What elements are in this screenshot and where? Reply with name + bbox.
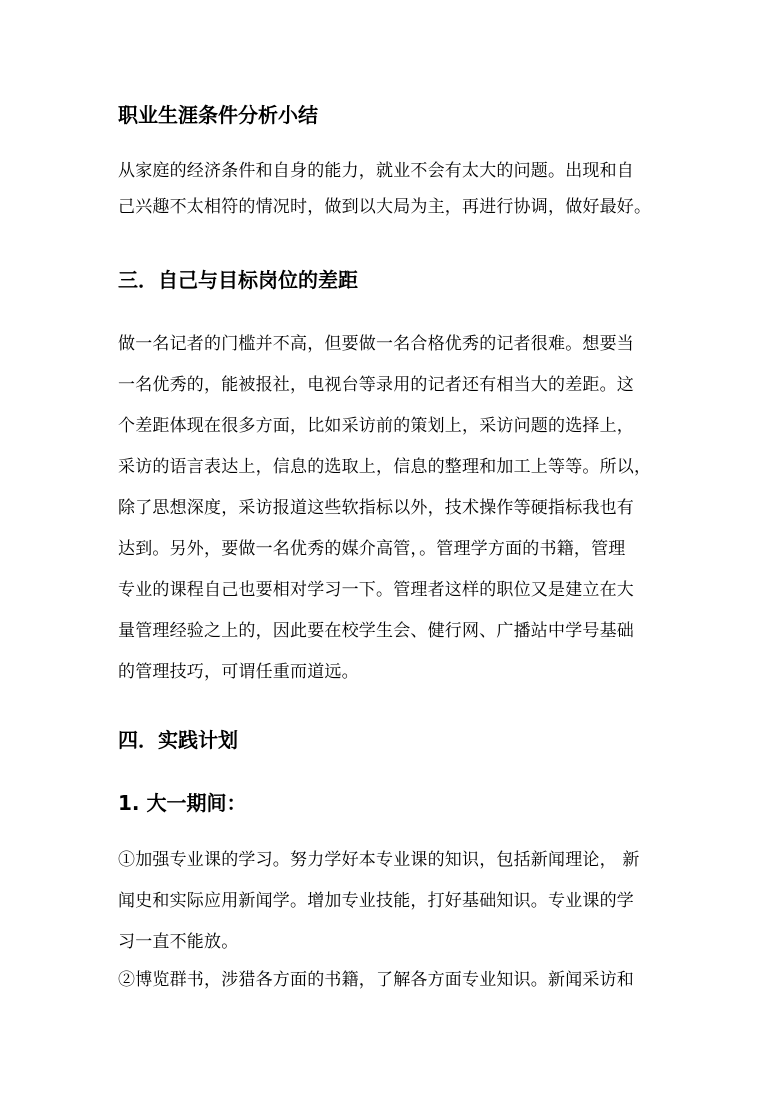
summary-paragraph bbox=[118, 153, 663, 225]
section-three-paragraph bbox=[118, 324, 663, 693]
paragraph-line: 除了思想深度，采访报道这些软指标以外，技术操作等硬指标我也有 bbox=[118, 498, 634, 518]
paragraph-line: 闻史和实际应用新闻学。增加专业技能，打好基础知识。专业课的学 bbox=[118, 891, 634, 911]
paragraph-line: ②博览群书，涉猎各方面的书籍，了解各方面专业知识。新闻采访和 bbox=[118, 970, 634, 990]
summary-heading: 职业生涯条件分析小结 bbox=[118, 103, 318, 127]
paragraph-line: 的管理技巧，可谓任重而道远。 bbox=[118, 662, 359, 682]
plan-item-2 bbox=[118, 962, 663, 998]
paragraph-line: 量管理经验之上的，因此要在校学生会、健行网、广播站中学号基础 bbox=[118, 621, 634, 641]
paragraph-line: 专业的课程自己也要相对学习一下。管理者这样的职位又是建立在大 bbox=[118, 580, 634, 600]
paragraph-line: 习一直不能放。 bbox=[118, 932, 239, 952]
section-four-heading: 四．实践计划 bbox=[118, 728, 238, 752]
paragraph-line: 个差距体现在很多方面，比如采访前的策划上，采访问题的选择上， bbox=[118, 416, 634, 436]
paragraph-line: 达到。另外，要做一名优秀的媒介高管，。管理学方面的书籍，管理 bbox=[118, 539, 626, 559]
section-three-heading: 三．自己与目标岗位的差距 bbox=[118, 268, 358, 292]
paragraph-line: 从家庭的经济条件和自身的能力，就业不会有太大的问题。出现和自 bbox=[118, 161, 634, 181]
subsection-1-heading: 1. 大一期间： bbox=[118, 791, 247, 815]
paragraph-line: 一名优秀的，能被报社，电视台等录用的记者还有相当大的差距。这 bbox=[118, 375, 634, 395]
plan-item-1 bbox=[118, 840, 663, 963]
paragraph-line: ①加强专业课的学习。努力学好本专业课的知识，包括新闻理论， 新 bbox=[118, 850, 640, 870]
paragraph-line: 己兴趣不太相符的情况时，做到以大局为主，再进行协调，做好最好。 bbox=[118, 197, 652, 217]
paragraph-line: 做一名记者的门槛并不高，但要做一名合格优秀的记者很难。想要当 bbox=[118, 334, 634, 354]
paragraph-line: 采访的语言表达上，信息的选取上，信息的整理和加工上等等。所以， bbox=[118, 457, 652, 477]
